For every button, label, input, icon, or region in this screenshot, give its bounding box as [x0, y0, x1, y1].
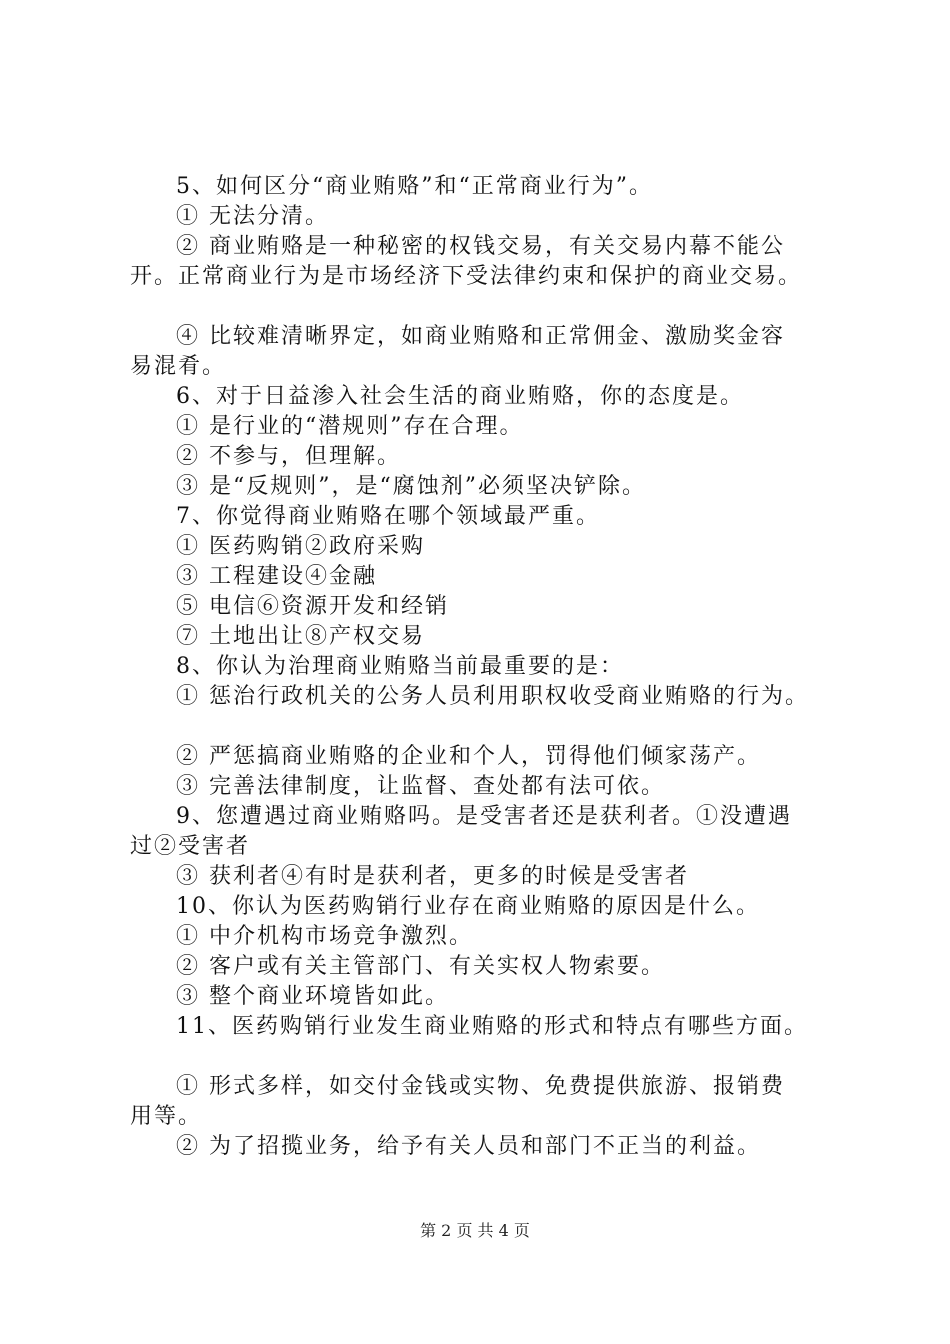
text-line: ② 为了招揽业务，给予有关人员和部门不正当的利益。 — [176, 1134, 761, 1159]
text-line: 7、你觉得商业贿赂在哪个领域最严重。 — [176, 504, 600, 529]
text-line: ③ 获利者④有时是获利者，更多的时候是受害者 — [176, 864, 689, 889]
document-body — [130, 172, 850, 1162]
text-line: 过②受害者 — [130, 834, 251, 859]
text-line: 9、您遭遇过商业贿赂吗。是受害者还是获利者。①没遭遇 — [176, 804, 792, 829]
text-line: 开。正常商业行为是市场经济下受法律约束和保护的商业交易。 — [130, 264, 803, 289]
text-line: ① 惩治行政机关的公务人员利用职权收受商业贿赂的行为。 — [176, 684, 809, 709]
text-line: ② 商业贿赂是一种秘密的权钱交易，有关交易内幕不能公 — [176, 234, 785, 259]
blank-line — [130, 712, 850, 742]
text-line: ③ 完善法律制度，让监督、查处都有法可依。 — [176, 774, 665, 799]
text-line: ① 是行业的“潜规则”存在合理。 — [176, 414, 524, 439]
text-line: ⑤ 电信⑥资源开发和经销 — [176, 594, 449, 619]
text-line: ② 严惩搞商业贿赂的企业和个人，罚得他们倾家荡产。 — [176, 744, 761, 769]
text-line: ③ 整个商业环境皆如此。 — [176, 984, 449, 1009]
text-line: ② 不参与，但理解。 — [176, 444, 401, 469]
text-line: 6、对于日益渗入社会生活的商业贿赂，你的态度是。 — [176, 384, 744, 409]
text-line: 5、如何区分“商业贿赂”和“正常商业行为”。 — [176, 174, 653, 199]
text-line: 10、你认为医药购销行业存在商业贿赂的原因是什么。 — [176, 894, 760, 919]
text-line: ① 无法分清。 — [176, 204, 329, 229]
text-line: ④ 比较难清晰界定，如商业贿赂和正常佣金、激励奖金容 — [176, 324, 785, 349]
text-line: ③ 是“反规则”，是“腐蚀剂”必须坚决铲除。 — [176, 474, 646, 499]
blank-line — [130, 1042, 850, 1072]
text-line: 用等。 — [130, 1104, 203, 1129]
text-line: 8、你认为治理商业贿赂当前最重要的是： — [176, 654, 624, 679]
text-line: ① 中介机构市场竞争激烈。 — [176, 924, 473, 949]
text-line: ② 客户或有关主管部门、有关实权人物索要。 — [176, 954, 665, 979]
text-line: ① 医药购销②政府采购 — [176, 534, 425, 559]
text-line: 易混肴。 — [130, 354, 227, 379]
blank-line — [130, 292, 850, 322]
page-footer: 第 2 页 共 4 页 — [420, 1221, 530, 1240]
text-line: ① 形式多样，如交付金钱或实物、免费提供旅游、报销费 — [176, 1074, 785, 1099]
text-line: ③ 工程建设④金融 — [176, 564, 377, 589]
text-line: ⑦ 土地出让⑧产权交易 — [176, 624, 425, 649]
text-line: 11、医药购销行业发生商业贿赂的形式和特点有哪些方面。 — [176, 1014, 808, 1039]
